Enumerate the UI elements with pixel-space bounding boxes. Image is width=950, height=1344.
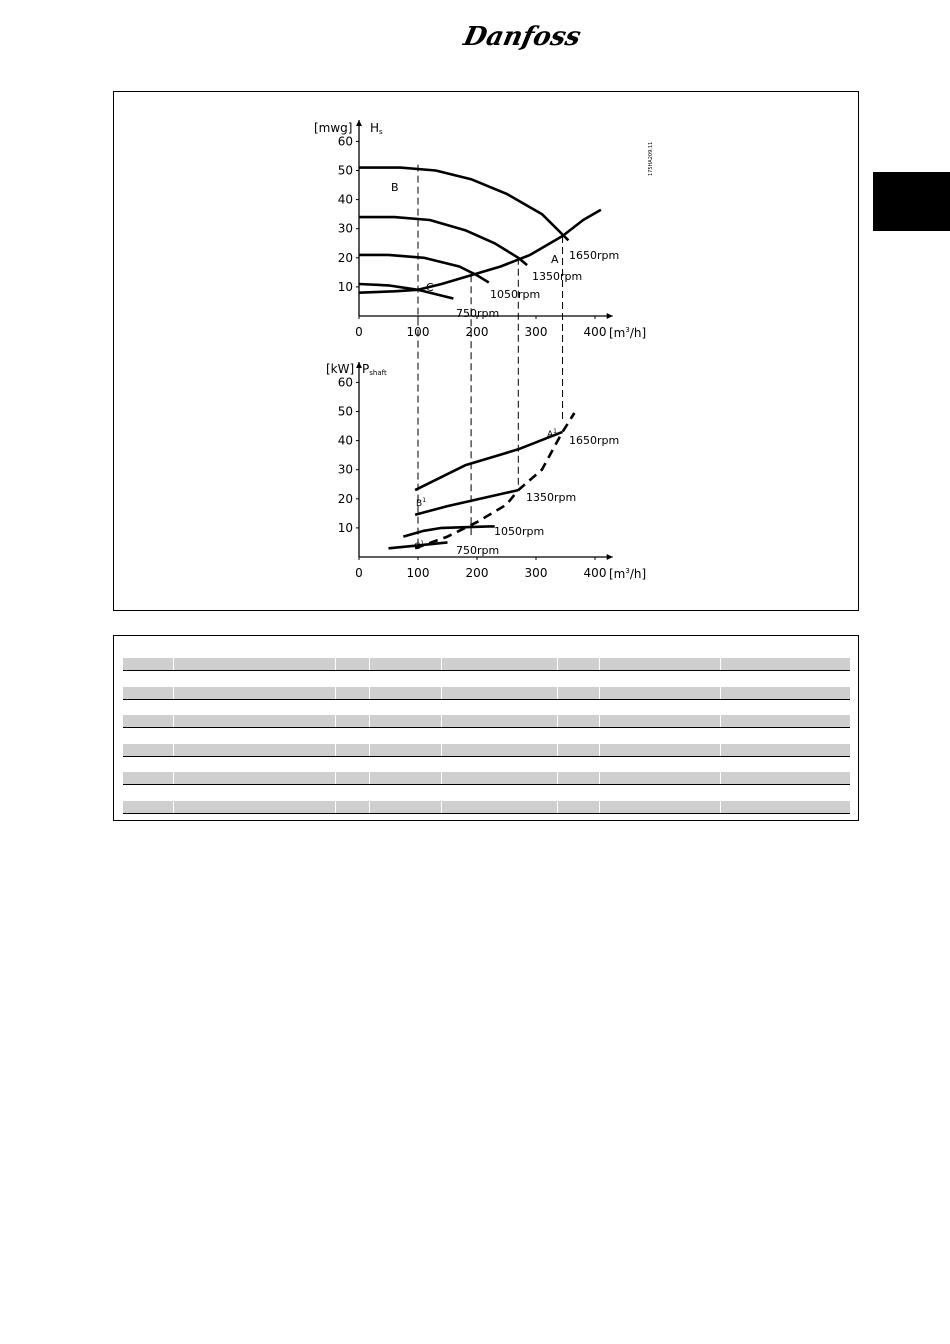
danfoss-logo [0, 0, 950, 60]
table-column-divider [173, 715, 174, 727]
table-column-divider [173, 658, 174, 670]
figure-id: 175HA209.11 [648, 141, 654, 176]
table-column-divider [173, 687, 174, 699]
table-column-divider [441, 744, 442, 756]
x-tick-label: 0 [355, 325, 363, 339]
table-column-divider [557, 772, 558, 784]
y-tick-label: 20 [337, 491, 353, 506]
table-header-row [123, 744, 850, 757]
pump-curve-figure [114, 92, 858, 610]
table-column-divider [720, 801, 721, 813]
table-column-divider [599, 772, 600, 784]
series-line-1650rpm [415, 432, 562, 490]
table-column-divider [441, 658, 442, 670]
x-axis-arrow [607, 313, 613, 319]
x-tick-label: 200 [465, 325, 489, 339]
y-tick-label: 10 [337, 279, 353, 294]
x-tick-label: 400 [583, 566, 607, 580]
y-tick-label: 50 [337, 404, 353, 419]
table-column-divider [441, 801, 442, 813]
table-column-divider [441, 715, 442, 727]
table-column-divider [599, 715, 600, 727]
x-tick-label: 100 [406, 325, 430, 339]
x-tick-label: 400 [583, 325, 607, 339]
upper-rpm-1050: 1050rpm [490, 288, 541, 301]
table-column-divider [599, 687, 600, 699]
upper-rpm-750: 750rpm [456, 307, 500, 320]
lower-y-unit: [kW] [326, 362, 355, 376]
upper-rpm-1650: 1650rpm [569, 249, 620, 262]
table-header-row [123, 715, 850, 728]
table-column-divider [599, 801, 600, 813]
y-tick-label: 50 [337, 163, 353, 178]
lower-point-a: $A^1$ [547, 428, 557, 440]
series-line-1050rpm [359, 255, 489, 283]
y-tick-label: 60 [337, 134, 353, 149]
y-tick-label: 10 [337, 520, 353, 535]
table-header-row [123, 658, 850, 671]
lower-rpm-1050: 1050rpm [494, 525, 545, 538]
logo-text: Danfoss [460, 21, 584, 52]
table-column-divider [599, 658, 600, 670]
table-column-divider [720, 744, 721, 756]
table-column-divider [557, 658, 558, 670]
y-tick-label: 40 [337, 192, 353, 207]
table-column-divider [557, 744, 558, 756]
lower-rpm-1650: 1650rpm [569, 434, 620, 447]
table-column-divider [720, 715, 721, 727]
upper-rpm-1350: 1350rpm [532, 270, 583, 283]
table-column-divider [720, 687, 721, 699]
table-column-divider [720, 658, 721, 670]
table-column-divider [369, 715, 370, 727]
section-tab [873, 172, 950, 231]
x-axis-arrow [607, 554, 613, 560]
table-column-divider [441, 772, 442, 784]
upper-y-unit: [mwg] [314, 121, 353, 135]
y-tick-label: 40 [337, 433, 353, 448]
table-column-divider [557, 687, 558, 699]
y-axis-arrow [356, 120, 362, 126]
table-column-divider [335, 658, 336, 670]
x-tick-label: 300 [524, 566, 548, 580]
table-column-divider [369, 658, 370, 670]
table-column-divider [335, 687, 336, 699]
table-column-divider [335, 772, 336, 784]
series-line-1350rpm [359, 217, 527, 265]
table-column-divider [557, 715, 558, 727]
table-header-row [123, 801, 850, 814]
upper-point-c: C [426, 281, 434, 294]
lower-rpm-750: 750rpm [456, 544, 500, 557]
upper-point-b: B [391, 181, 399, 194]
x-tick-label: 100 [406, 566, 430, 580]
table-header-row [123, 772, 850, 785]
lower-y-symbol: Pshaft [362, 362, 387, 377]
upper-y-symbol: Hs [370, 121, 383, 136]
table-column-divider [369, 772, 370, 784]
lower-point-c: $C^1$ [414, 540, 425, 552]
table-column-divider [441, 687, 442, 699]
upper-point-a: A [551, 253, 559, 266]
table-header-row [123, 687, 850, 700]
table-column-divider [173, 772, 174, 784]
table-column-divider [335, 801, 336, 813]
lower-point-b: $B^1$ [416, 497, 427, 509]
table-column-divider [173, 801, 174, 813]
x-tick-label: 200 [465, 566, 489, 580]
x-tick-label: 300 [524, 325, 548, 339]
table-column-divider [369, 801, 370, 813]
table-column-divider [335, 715, 336, 727]
table-column-divider [173, 744, 174, 756]
table-column-divider [369, 687, 370, 699]
table-column-divider [557, 801, 558, 813]
figure-frame [113, 91, 859, 611]
table-frame [113, 635, 859, 821]
table-column-divider [720, 772, 721, 784]
table-column-divider [599, 744, 600, 756]
table-column-divider [335, 744, 336, 756]
y-tick-label: 60 [337, 375, 353, 390]
y-tick-label: 30 [337, 221, 353, 236]
table-column-divider [369, 744, 370, 756]
series-line-1350rpm [415, 490, 518, 515]
y-tick-label: 20 [337, 250, 353, 265]
upper-x-unit: $[m^3/h]$ [609, 326, 647, 340]
x-tick-label: 0 [355, 566, 363, 580]
lower-rpm-1350: 1350rpm [526, 491, 577, 504]
lower-x-unit: $[m^3/h]$ [609, 567, 647, 581]
y-tick-label: 30 [337, 462, 353, 477]
